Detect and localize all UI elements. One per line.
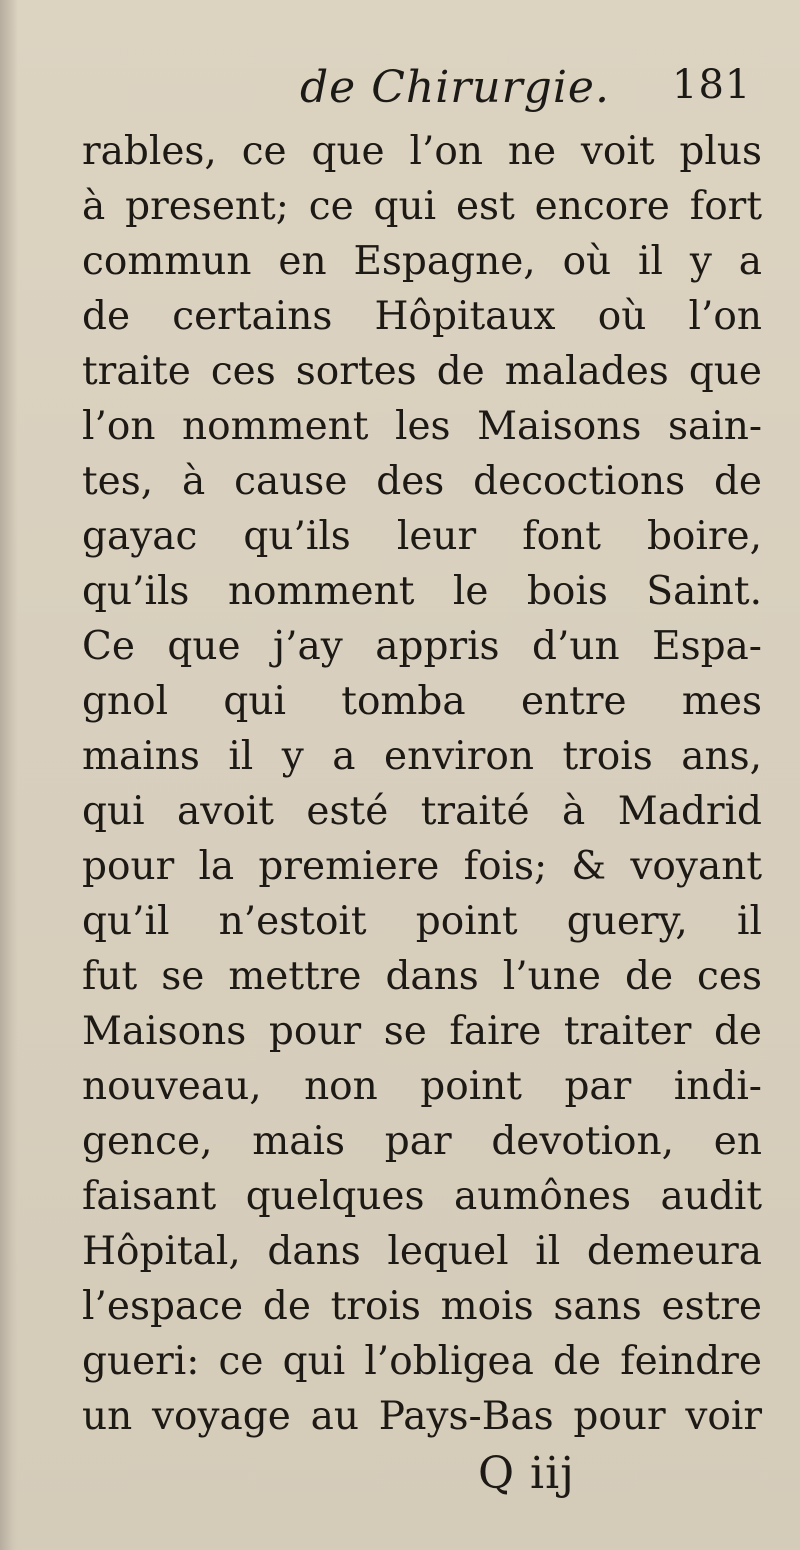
body-text <box>82 124 762 1444</box>
text-line: Hôpital, dans lequel il demeura <box>82 1229 762 1274</box>
signature-mark: Q iij <box>478 1448 575 1499</box>
page-gutter-edge <box>0 0 18 1550</box>
text-line: qu’ils nomment le bois Saint. <box>82 569 762 614</box>
text-line: rables, ce que l’on ne voit plus <box>82 129 762 174</box>
text-line: gayac qu’ils leur font boire, <box>82 514 762 559</box>
text-line: faisant quelques aumônes audit <box>82 1174 762 1219</box>
text-line: un voyage au Pays-Bas pour voir <box>82 1394 762 1439</box>
text-line: de certains Hôpitaux où l’on <box>82 294 762 339</box>
text-line: gence, mais par devotion, en <box>82 1119 762 1164</box>
text-line: gnol qui tomba entre mes <box>82 679 762 724</box>
text-line: fut se mettre dans l’une de ces <box>82 954 762 999</box>
text-line: pour la premiere fois; & voyant <box>82 844 762 889</box>
text-line: Maisons pour se faire traiter de <box>82 1009 762 1054</box>
text-line: nouveau, non point par indi- <box>82 1064 762 1109</box>
text-line: qu’il n’estoit point guery, il <box>82 899 762 944</box>
text-line: l’on nomment les Maisons sain- <box>82 404 762 449</box>
running-head <box>0 62 800 122</box>
page-number: 181 <box>672 62 752 108</box>
text-line: mains il y a environ trois ans, <box>82 734 762 779</box>
text-line: commun en Espagne, où il y a <box>82 239 762 284</box>
text-line: gueri: ce qui l’obligea de feindre <box>82 1339 762 1384</box>
text-line: tes, à cause des decoctions de <box>82 459 762 504</box>
text-line: traite ces sortes de malades que <box>82 349 762 394</box>
text-line: l’espace de trois mois sans estre <box>82 1284 762 1329</box>
text-line: Ce que j’ay appris d’un Espa- <box>82 624 762 669</box>
text-line: qui avoit esté traité à Madrid <box>82 789 762 834</box>
running-title: de Chirurgie. <box>300 62 610 113</box>
text-line: à present; ce qui est encore fort <box>82 184 762 229</box>
